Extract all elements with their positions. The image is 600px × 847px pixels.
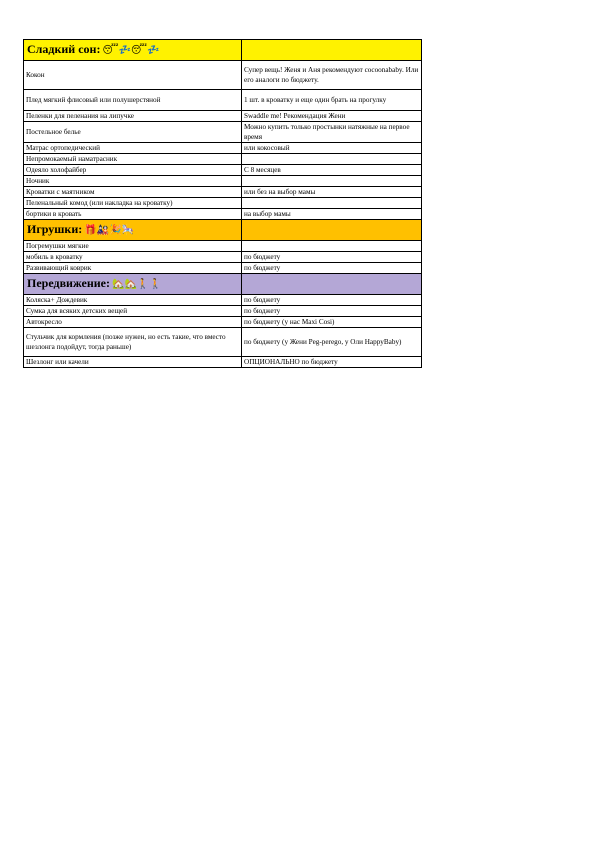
section-header-row	[24, 40, 422, 61]
note-cell[interactable]	[242, 241, 422, 252]
note-cell[interactable]: С 8 месяцев	[242, 165, 422, 176]
item-cell[interactable]: мобиль в кроватку	[24, 252, 242, 263]
table-row	[24, 111, 422, 122]
table-row	[24, 143, 422, 154]
table-row	[24, 154, 422, 165]
item-cell[interactable]: Коляска+ Дождевик	[24, 295, 242, 306]
note-cell[interactable]: по бюджету	[242, 306, 422, 317]
note-cell[interactable]	[242, 198, 422, 209]
item-cell[interactable]: Непромокаемый наматрасник	[24, 154, 242, 165]
note-cell[interactable]: по бюджету	[242, 252, 422, 263]
note-cell[interactable]: 1 шт. в кроватку и еще один брать на прогулку	[242, 90, 422, 111]
section-title-cell[interactable]	[24, 220, 242, 241]
item-cell[interactable]: Плед мягкий флисовый или полушерстяной	[24, 90, 242, 111]
table-row	[24, 176, 422, 187]
note-cell[interactable]: по бюджету (у нас Maxi Cosi)	[242, 317, 422, 328]
section-title: Передвижение:	[27, 276, 110, 290]
table-row	[24, 357, 422, 368]
section-header-row	[24, 220, 422, 241]
item-cell[interactable]: Матрас ортопедический	[24, 143, 242, 154]
table-row	[24, 306, 422, 317]
section-emoji-icon: 🎁🎎🎉🎠	[84, 225, 135, 236]
section-title-cell[interactable]	[24, 274, 242, 295]
section-empty-cell[interactable]	[242, 220, 422, 241]
item-cell[interactable]: Кроватки с маятником	[24, 187, 242, 198]
note-cell[interactable]: по бюджету (у Жени Peg-perego, у Оли HappyBaby)	[242, 328, 422, 357]
table-row	[24, 90, 422, 111]
item-cell[interactable]: Стульчик для кормления (позже нужен, но есть такие, что вместо шезлонга подойдут, тогда раньше)	[24, 328, 242, 357]
table-row	[24, 295, 422, 306]
note-cell[interactable]: Можно купить только простынки натяжные на первое время	[242, 122, 422, 143]
item-cell[interactable]: Автокресло	[24, 317, 242, 328]
section-empty-cell[interactable]	[242, 40, 422, 61]
note-cell[interactable]: или без на выбор мамы	[242, 187, 422, 198]
table-row	[24, 187, 422, 198]
note-cell[interactable]	[242, 154, 422, 165]
note-cell[interactable]	[242, 176, 422, 187]
item-cell[interactable]: Развивающий коврик	[24, 263, 242, 274]
item-cell[interactable]: Погремушки мягкие	[24, 241, 242, 252]
section-title: Игрушки:	[27, 222, 83, 236]
note-cell[interactable]: ОПЦИОНАЛЬНО по бюджету	[242, 357, 422, 368]
table-row	[24, 328, 422, 357]
table-row	[24, 252, 422, 263]
item-cell[interactable]: Кокон	[24, 61, 242, 90]
item-cell[interactable]: бортики в кровать	[24, 209, 242, 220]
item-cell[interactable]: Шезлонг или качели	[24, 357, 242, 368]
note-cell[interactable]: по бюджету	[242, 263, 422, 274]
section-empty-cell[interactable]	[242, 274, 422, 295]
note-cell[interactable]: на выбор мамы	[242, 209, 422, 220]
item-cell[interactable]: Сумка для всяких детских вещей	[24, 306, 242, 317]
item-cell[interactable]: Пеленки для пеленания на липучке	[24, 111, 242, 122]
checklist-table	[23, 39, 422, 368]
table-row	[24, 61, 422, 90]
section-title: Сладкий сон:	[27, 42, 101, 56]
table-row	[24, 122, 422, 143]
item-cell[interactable]: Пеленальный комод (или накладка на кроватку)	[24, 198, 242, 209]
item-cell[interactable]: Постельное белье	[24, 122, 242, 143]
note-cell[interactable]: или кокосовый	[242, 143, 422, 154]
table-row	[24, 198, 422, 209]
item-cell[interactable]: Одеяло холофайбер	[24, 165, 242, 176]
table-row	[24, 165, 422, 176]
table-row	[24, 263, 422, 274]
section-title-cell[interactable]	[24, 40, 242, 61]
note-cell[interactable]: Супер вещь! Женя и Аня рекомендуют cocoonababy. Или его аналоги по бюджету.	[242, 61, 422, 90]
item-cell[interactable]: Ночник	[24, 176, 242, 187]
note-cell[interactable]: по бюджету	[242, 295, 422, 306]
section-emoji-icon: 😴💤😴💤	[102, 45, 160, 56]
table-row	[24, 241, 422, 252]
table-row	[24, 317, 422, 328]
note-cell[interactable]: Swaddle me! Рекомендация Жени	[242, 111, 422, 122]
table-row	[24, 209, 422, 220]
section-header-row	[24, 274, 422, 295]
section-emoji-icon: 🏡🏡🚶🚶	[112, 279, 162, 290]
